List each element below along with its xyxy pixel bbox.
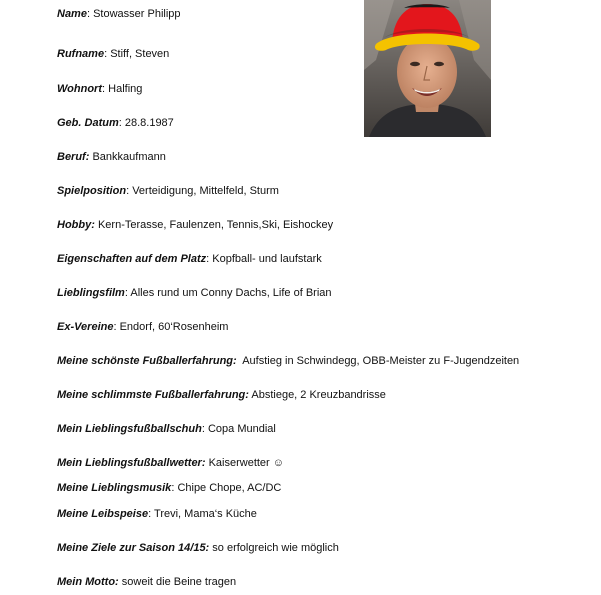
profile-row-name — [57, 7, 181, 21]
field-value: Abstiege, 2 Kreuzbandrisse — [251, 389, 386, 401]
field-separator: : — [118, 117, 125, 129]
field-label: Hobby: — [57, 219, 95, 231]
profile-row-ziele — [57, 541, 339, 555]
field-separator: : — [171, 482, 178, 494]
field-label: Ex-Vereine — [57, 321, 114, 333]
field-label: Meine Leibspeise — [57, 508, 149, 520]
field-separator: : — [104, 48, 111, 60]
profile-row-lieblingsfilm — [57, 286, 332, 300]
field-label: Wohnort — [57, 83, 103, 95]
profile-row-leibspeise — [57, 507, 257, 521]
field-separator: : — [148, 508, 155, 520]
field-label: Meine schlimmste Fußballerfahrung: — [57, 389, 249, 401]
field-value: Kopfball- und laufstark — [212, 253, 322, 265]
profile-row-wohnort — [57, 82, 142, 96]
player-photo — [364, 0, 491, 137]
profile-row-hobby — [57, 218, 333, 232]
profile-row-motto — [57, 575, 236, 589]
profile-row-eigenschaften — [57, 252, 322, 266]
field-value: Bankkaufmann — [92, 151, 166, 163]
field-label: Mein Lieblingsfußballwetter: — [57, 457, 206, 469]
field-separator: : — [124, 287, 131, 299]
field-value: Kaiserwetter ☺ — [208, 457, 284, 469]
profile-row-rufname — [57, 47, 169, 61]
field-label: Eigenschaften auf dem Platz — [57, 253, 207, 265]
field-value: Stowasser Philipp — [93, 8, 181, 20]
field-value: 28.8.1987 — [124, 117, 174, 129]
field-value: so erfolgreich wie möglich — [212, 542, 339, 554]
field-label: Mein Lieblingsfußballschuh — [57, 423, 202, 435]
field-label: Spielposition — [57, 185, 127, 197]
field-value: Chipe Chope, AC/DC — [177, 482, 282, 494]
field-separator: : — [102, 83, 109, 95]
field-label: Geb. Datum — [57, 117, 119, 129]
field-separator: : — [201, 423, 208, 435]
profile-row-beruf — [57, 150, 166, 164]
profile-row-lieblingswetter — [57, 456, 284, 470]
field-label: Name — [57, 8, 87, 20]
player-photo-illustration — [364, 0, 491, 137]
field-label: Meine Lieblingsmusik — [57, 482, 172, 494]
field-label: Mein Motto: — [57, 576, 119, 588]
field-separator: : — [126, 185, 133, 197]
field-value: Verteidigung, Mittelfeld, Sturm — [132, 185, 279, 197]
field-separator: : — [206, 253, 213, 265]
field-value: Stiff, Steven — [110, 48, 170, 60]
profile-row-schlimmste-erfahrung — [57, 388, 386, 402]
profile-row-lieblingsschuh — [57, 422, 276, 436]
profile-row-spielposition — [57, 184, 279, 198]
field-label: Rufname — [57, 48, 105, 60]
field-value: Kern-Terasse, Faulenzen, Tennis,Ski, Eishockey — [97, 219, 334, 231]
field-value: soweit die Beine tragen — [121, 576, 237, 588]
profile-row-ex-vereine — [57, 320, 228, 334]
profile-row-lieblingsmusik — [57, 481, 281, 495]
field-value: Halfing — [108, 83, 143, 95]
field-label: Meine schönste Fußballerfahrung: — [57, 355, 237, 367]
field-separator: : — [86, 8, 94, 20]
field-value: Trevi, Mama‘s Küche — [154, 508, 257, 520]
profile-row-geburtsdatum — [57, 116, 174, 130]
field-value: Alles rund um Conny Dachs, Life of Brian — [130, 287, 332, 299]
field-value: Copa Mundial — [207, 423, 276, 435]
field-label: Lieblingsfilm — [57, 287, 125, 299]
field-value: Endorf, 60‘Rosenheim — [119, 321, 229, 333]
profile-row-schoenste-erfahrung — [57, 354, 519, 368]
field-value: Aufstieg in Schwindegg, OBB-Meister zu F-Jugendzeiten — [242, 355, 520, 367]
field-separator: : — [113, 321, 120, 333]
field-label: Beruf: — [57, 151, 90, 163]
field-label: Meine Ziele zur Saison 14/15: — [57, 542, 210, 554]
